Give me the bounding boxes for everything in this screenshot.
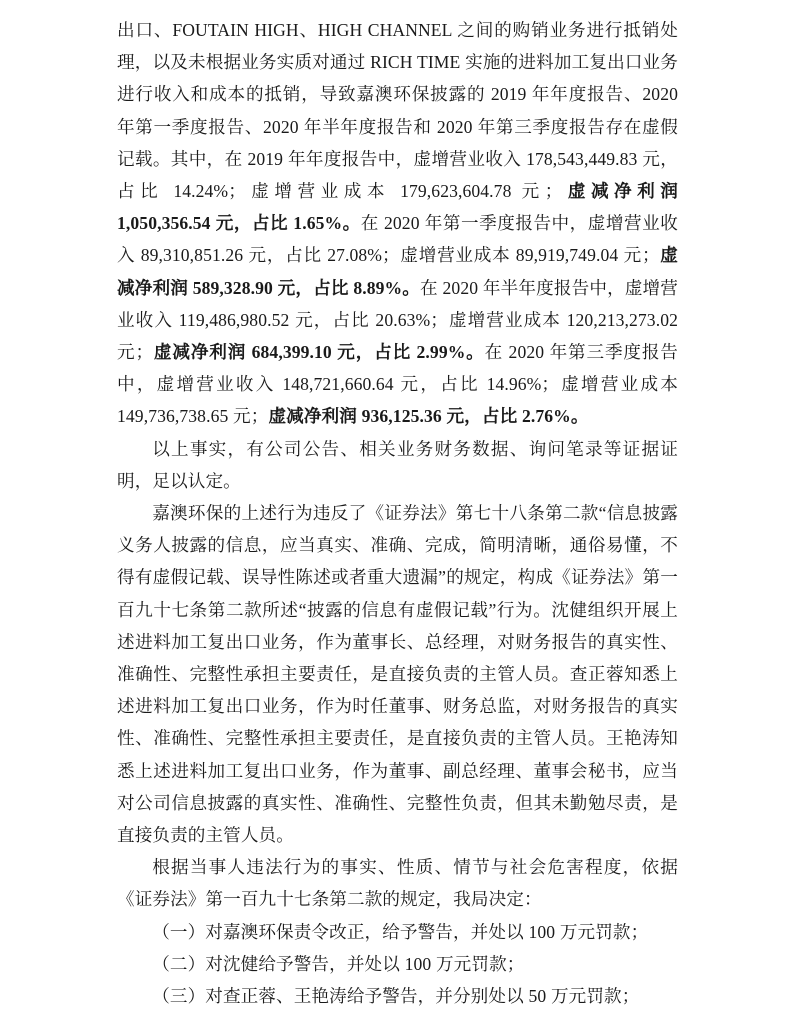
text-run: 在 2020 年第一季度报告中，虚增营业收入 89,310,851.26 元，占比 27.08%；虚增营业成本 89,919,749.04 元； [117, 213, 678, 266]
paragraph-p3 [117, 497, 678, 851]
text-run: （二）对沈健给予警告，并处以 100 万元罚款； [152, 953, 525, 974]
paragraph-p7 [117, 980, 678, 1012]
text-run: 出口、FOUTAIN HIGH、HIGH CHANNEL 之间的购销业务进行抵销处理，以及未根据业务实质对通过 RICH TIME 实施的进料加工复出口业务进行收入和成本的抵销，导致嘉澳环保披露的 2019 年年度报告、2020 年第一季度报告、2020 年半年度报告和 2020 年第三季度报告存在虚假记载。其中，在 2019 年年度报告中，虚增营业收入 178,543,449.83 元，占比 14.24%；虚增营业成本 179,623,604.78 元； [117, 20, 678, 202]
paragraph-p2 [117, 433, 678, 497]
text-run: 以上事实，有公司公告、相关业务财务数据、询问笔录等证据证明，足以认定。 [117, 438, 678, 491]
emphasis-run: 虚减净利润 1,050,356.54 元，占比 1.65%。 [117, 181, 678, 234]
paragraph-p4 [117, 851, 678, 915]
emphasis-run: 虚减净利润 936,125.36 元，占比 2.76%。 [268, 406, 589, 427]
text-run: 在 2020 年第三季度报告中，虚增营业收入 148,721,660.64 元，占比 14.96%；虚增营业成本 149,736,738.65 元； [117, 342, 679, 427]
text-run: （三）对查正蓉、王艳涛给予警告，并分别处以 50 万元罚款； [152, 986, 640, 1007]
paragraph-p5 [117, 916, 678, 948]
paragraph-p6 [117, 948, 678, 980]
text-run: （一）对嘉澳环保责令改正，给予警告，并处以 100 万元罚款； [152, 921, 649, 942]
document-body [117, 14, 678, 1012]
emphasis-run: 虚减净利润 684,399.10 元，占比 2.99%。 [153, 342, 485, 363]
text-run: 根据当事人违法行为的事实、性质、情节与社会危害程度，依据《证券法》第一百九十七条第二款的规定，我局决定： [117, 857, 678, 910]
text-run: 在 2020 年半年度报告中，虚增营业收入 119,486,980.52 元，占比 20.63%；虚增营业成本 120,213,273.02 元； [117, 277, 678, 363]
text-run: 嘉澳环保的上述行为违反了《证券法》第七十八条第二款“信息披露义务人披露的信息，应当真实、准确、完成，简明清晰，通俗易懂，不得有虚假记载、误导性陈述或者重大遗漏”的规定，构成《证券法》第一百九十七条第二款所述“披露的信息有虚假记载”行为。沈健组织开展上述进料加工复出口业务，作为董事长、总经理，对财务报告的真实性、准确性、完整性承担主要责任，是直接负责的主管人员。查正蓉知悉上述进料加工复出口业务，作为时任董事、财务总监，对财务报告的真实性、准确性、完整性承担主要责任，是直接负责的主管人员。王艳涛知悉上述进料加工复出口业务，作为董事、副总经理、董事会秘书，应当对公司信息披露的真实性、准确性、完整性负责，但其未勤勉尽责，是直接负责的主管人员。 [117, 503, 678, 846]
emphasis-run: 虚减净利润 589,328.90 元，占比 8.89%。 [117, 245, 678, 298]
paragraph-p1 [117, 14, 678, 433]
